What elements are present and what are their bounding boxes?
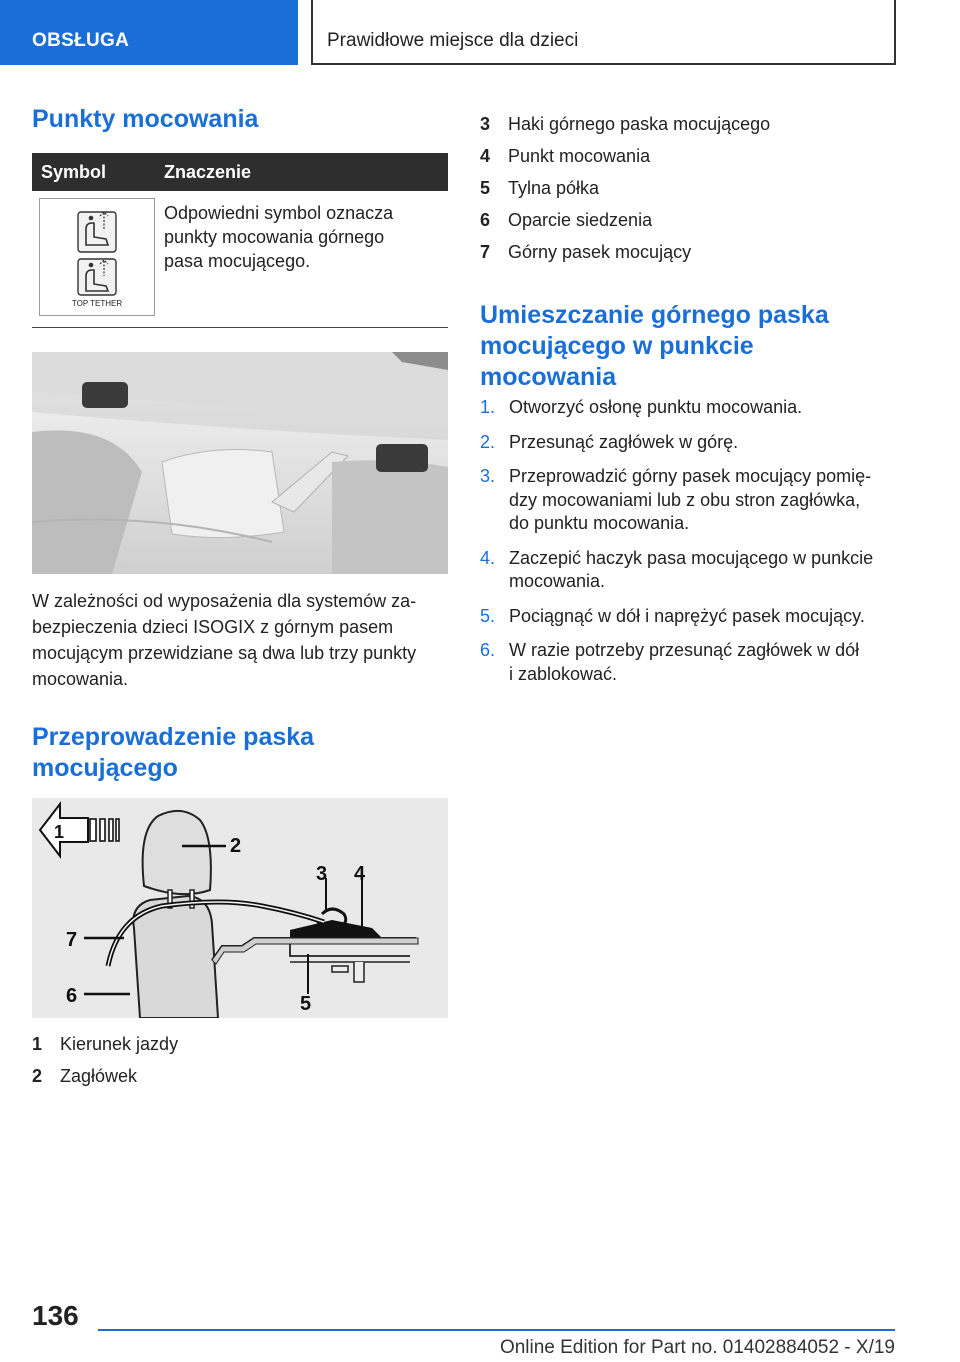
step-text: Przeprowadzić górny pasek mocujący pomię- [509, 466, 872, 486]
photo-description [32, 588, 448, 692]
step-text: Zaczepić haczyk pasa mocującego w punkcie [509, 547, 874, 568]
step-text: Otworzyć osłonę punktu mocowania. [509, 397, 803, 417]
heading-line: mocującego [32, 754, 178, 782]
legend-right [480, 112, 900, 272]
legend-number: 7 [480, 242, 491, 262]
step-item [480, 639, 900, 686]
meaning-line: pasa mocującego. [164, 251, 311, 271]
footer-rule [98, 1329, 895, 1331]
legend-item [480, 208, 900, 240]
description-line: mocowania. [32, 669, 129, 689]
icon-caption: TOP TETHER [71, 299, 123, 308]
step-text: Przesunąć zagłówek w górę. [509, 431, 739, 452]
step-item [480, 547, 900, 594]
legend-item [32, 1064, 448, 1096]
legend-number: 1 [32, 1034, 43, 1054]
symbol-table-header [32, 153, 448, 191]
legend-item [480, 240, 900, 272]
svg-text:5: 5 [300, 993, 312, 1015]
step-number: 4. [480, 547, 496, 568]
svg-text:3: 3 [316, 863, 328, 885]
step-number: 2. [480, 431, 496, 452]
symbol-meaning [164, 201, 444, 273]
legend-number: 4 [480, 146, 491, 166]
legend-text: Haki górnego paska mocującego [508, 114, 771, 134]
chapter-title: Prawidłowe miejsce dla dzieci [327, 30, 579, 51]
step-text: mocowania. [509, 571, 606, 591]
legend-item [480, 112, 900, 144]
legend-item [480, 176, 900, 208]
legend-left [32, 1032, 448, 1096]
step-number: 1. [480, 397, 496, 417]
heading-line: Przeprowadzenie paska [32, 723, 315, 751]
heading-line: mocującego w punkcie [480, 332, 754, 360]
legend-text: Punkt mocowania [508, 146, 651, 166]
mounting-steps [480, 396, 900, 697]
col-symbol: Symbol [41, 162, 107, 182]
rear-shelf-photo [32, 352, 448, 574]
svg-text:1: 1 [54, 822, 65, 842]
tether-routing-diagram [32, 798, 448, 1018]
meaning-line: punkty mocowania górnego [164, 227, 385, 247]
step-item [480, 605, 900, 629]
legend-item [480, 144, 900, 176]
description-line: mocującym przewidziane są dwa lub trzy punkty [32, 643, 417, 663]
legend-number: 5 [480, 178, 491, 198]
svg-text:4: 4 [354, 863, 366, 885]
table-divider [32, 327, 448, 328]
edition-note: Online Edition for Part no. 01402884052 - X/19 [499, 1337, 895, 1358]
legend-number: 2 [32, 1066, 43, 1086]
legend-text: Kierunek jazdy [60, 1034, 179, 1054]
step-text: Pociągnąć w dół i naprężyć pasek mocujący. [509, 605, 865, 626]
legend-text: Zagłówek [60, 1066, 138, 1086]
page-number: 136 [32, 1300, 79, 1331]
svg-text:7: 7 [66, 929, 78, 951]
section-title: OBSŁUGA [32, 30, 130, 51]
step-number: 6. [480, 640, 496, 660]
legend-number: 6 [480, 210, 491, 230]
description-line: W zależności od wyposażenia dla systemów za- [32, 591, 417, 611]
svg-text:2: 2 [230, 835, 242, 857]
legend-text: Oparcie siedzenia [508, 210, 653, 230]
heading-line: Umieszczanie górnego paska [480, 301, 829, 329]
heading-anchor-points: Punkty mocowania [32, 105, 259, 133]
heading-line: mocowania [480, 363, 617, 391]
meaning-line: Odpowiedni symbol oznacza [164, 203, 394, 223]
step-text: dzy mocowaniami lub z obu stron zagłówka, [509, 489, 861, 510]
step-text: do punktu mocowania. [509, 513, 690, 533]
legend-text: Tylna półka [508, 178, 600, 198]
chapter-tab [311, 0, 896, 65]
step-item [480, 465, 900, 536]
top-tether-icon [40, 199, 156, 317]
heading-mounting [480, 300, 829, 393]
step-text: W razie potrzeby przesunąć zagłówek w dół [509, 640, 860, 660]
col-meaning: Znaczenie [164, 162, 252, 182]
heading-routing [32, 722, 314, 784]
step-number: 3. [480, 466, 496, 486]
description-line: bezpieczenia dzieci ISOGIX z górnym pasem [32, 617, 394, 637]
svg-text:6: 6 [66, 985, 78, 1007]
step-text: i zablokować. [509, 663, 618, 684]
step-item [480, 431, 900, 455]
step-item [480, 396, 900, 420]
section-tab [0, 0, 298, 65]
symbol-cell [39, 198, 155, 316]
step-number: 5. [480, 605, 496, 626]
legend-number: 3 [480, 114, 491, 134]
legend-item [32, 1032, 448, 1064]
legend-text: Górny pasek mocujący [508, 242, 692, 262]
